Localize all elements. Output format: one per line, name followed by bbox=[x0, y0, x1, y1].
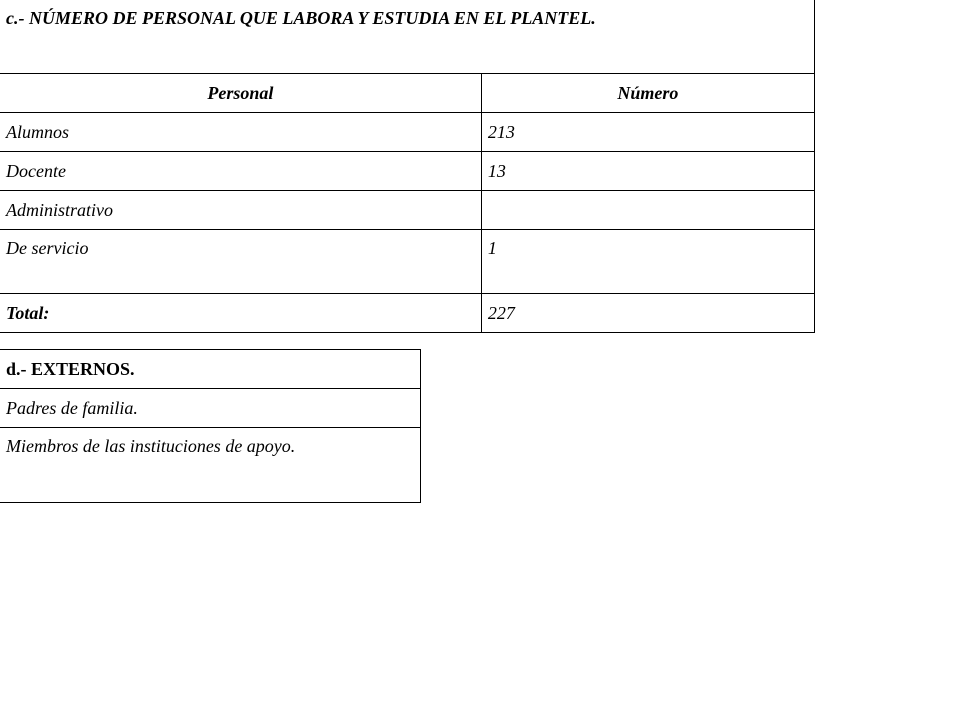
list-item bbox=[0, 428, 421, 503]
total-row bbox=[0, 294, 815, 333]
header-personal: Personal bbox=[0, 74, 481, 113]
table-row bbox=[0, 152, 815, 191]
table-row bbox=[0, 113, 815, 152]
table-row bbox=[0, 230, 815, 294]
list-item bbox=[0, 389, 421, 428]
row-label: Administrativo bbox=[0, 191, 481, 230]
external-item: Miembros de las instituciones de apoyo. bbox=[0, 428, 421, 503]
personnel-table-title: c.- NÚMERO DE PERSONAL QUE LABORA Y ESTUDIA EN EL PLANTEL. bbox=[0, 0, 815, 74]
row-value: 13 bbox=[481, 152, 814, 191]
total-label: Total: bbox=[0, 294, 481, 333]
row-value: 1 bbox=[481, 230, 814, 294]
externals-table bbox=[0, 349, 421, 503]
externals-table-title: d.- EXTERNOS. bbox=[0, 350, 421, 389]
table-row bbox=[0, 191, 815, 230]
row-label: Alumnos bbox=[0, 113, 481, 152]
external-item: Padres de familia. bbox=[0, 389, 421, 428]
personnel-table bbox=[0, 0, 815, 333]
row-value: 213 bbox=[481, 113, 814, 152]
row-value bbox=[481, 191, 814, 230]
total-value: 227 bbox=[481, 294, 814, 333]
row-label: Docente bbox=[0, 152, 481, 191]
header-numero: Número bbox=[481, 74, 814, 113]
row-label: De servicio bbox=[0, 230, 481, 294]
